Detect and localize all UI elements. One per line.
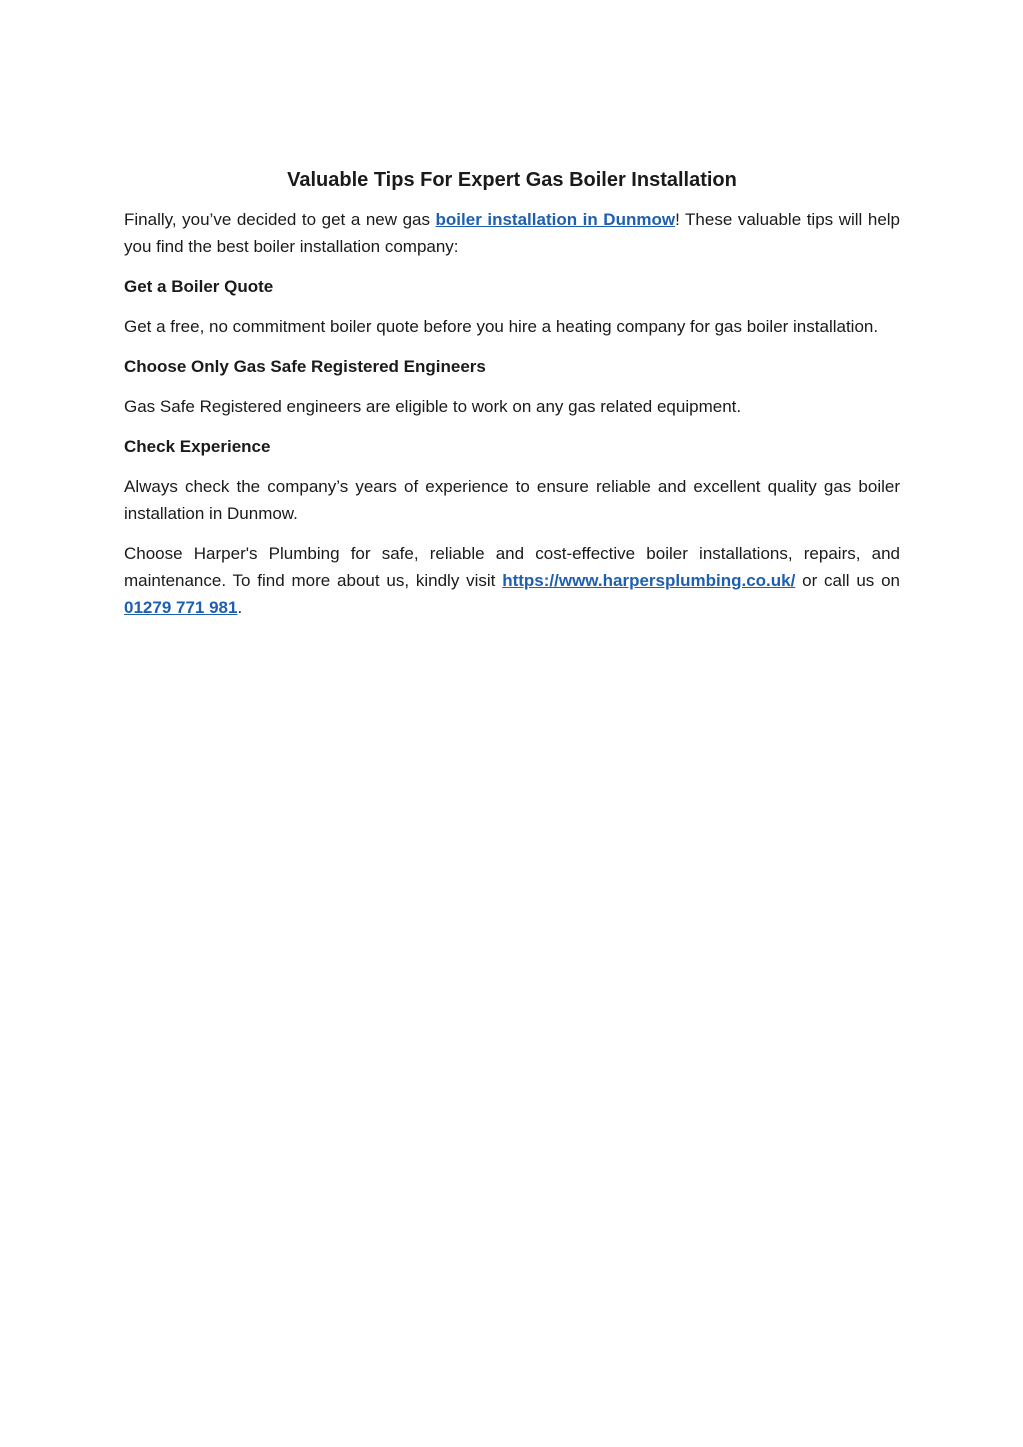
- section-heading-gas-safe: Choose Only Gas Safe Registered Engineers: [124, 357, 486, 376]
- section-body-boiler-quote: Get a free, no commitment boiler quote before you hire a heating company for gas boiler installation.: [124, 317, 879, 336]
- closing-paragraph: [124, 540, 900, 621]
- document-page: [124, 166, 900, 634]
- closing-text: Choose Harper's Plumbing for safe, reliable and cost-effective boiler installations, repairs, and maintenance. To find more about us, kindly visit: [124, 544, 900, 590]
- document-title: Valuable Tips For Expert Gas Boiler Installation: [287, 169, 737, 191]
- boiler-installation-link[interactable]: boiler installation in Dunmow: [435, 210, 676, 229]
- section-heading-boiler-quote: Get a Boiler Quote: [124, 277, 274, 296]
- section-body-gas-safe: Gas Safe Registered engineers are eligible to work on any gas related equipment.: [124, 397, 742, 416]
- intro-text-after: ! These valuable tips will help you find the best boiler installation company:: [124, 210, 901, 256]
- intro-text-before: Finally, you’ve decided to get a new gas: [124, 210, 436, 229]
- section-heading-experience: Check Experience: [124, 437, 271, 456]
- intro-paragraph: [124, 206, 900, 260]
- section-body-experience: Always check the company’s years of experience to ensure reliable and excellent quality gas boiler installation in Dunmow.: [124, 477, 900, 523]
- closing-period: .: [237, 598, 243, 617]
- website-link[interactable]: https://www.harpersplumbing.co.uk/: [502, 571, 796, 590]
- closing-call-text: or call us on: [795, 571, 900, 590]
- phone-link[interactable]: 01279 771 981: [124, 598, 238, 617]
